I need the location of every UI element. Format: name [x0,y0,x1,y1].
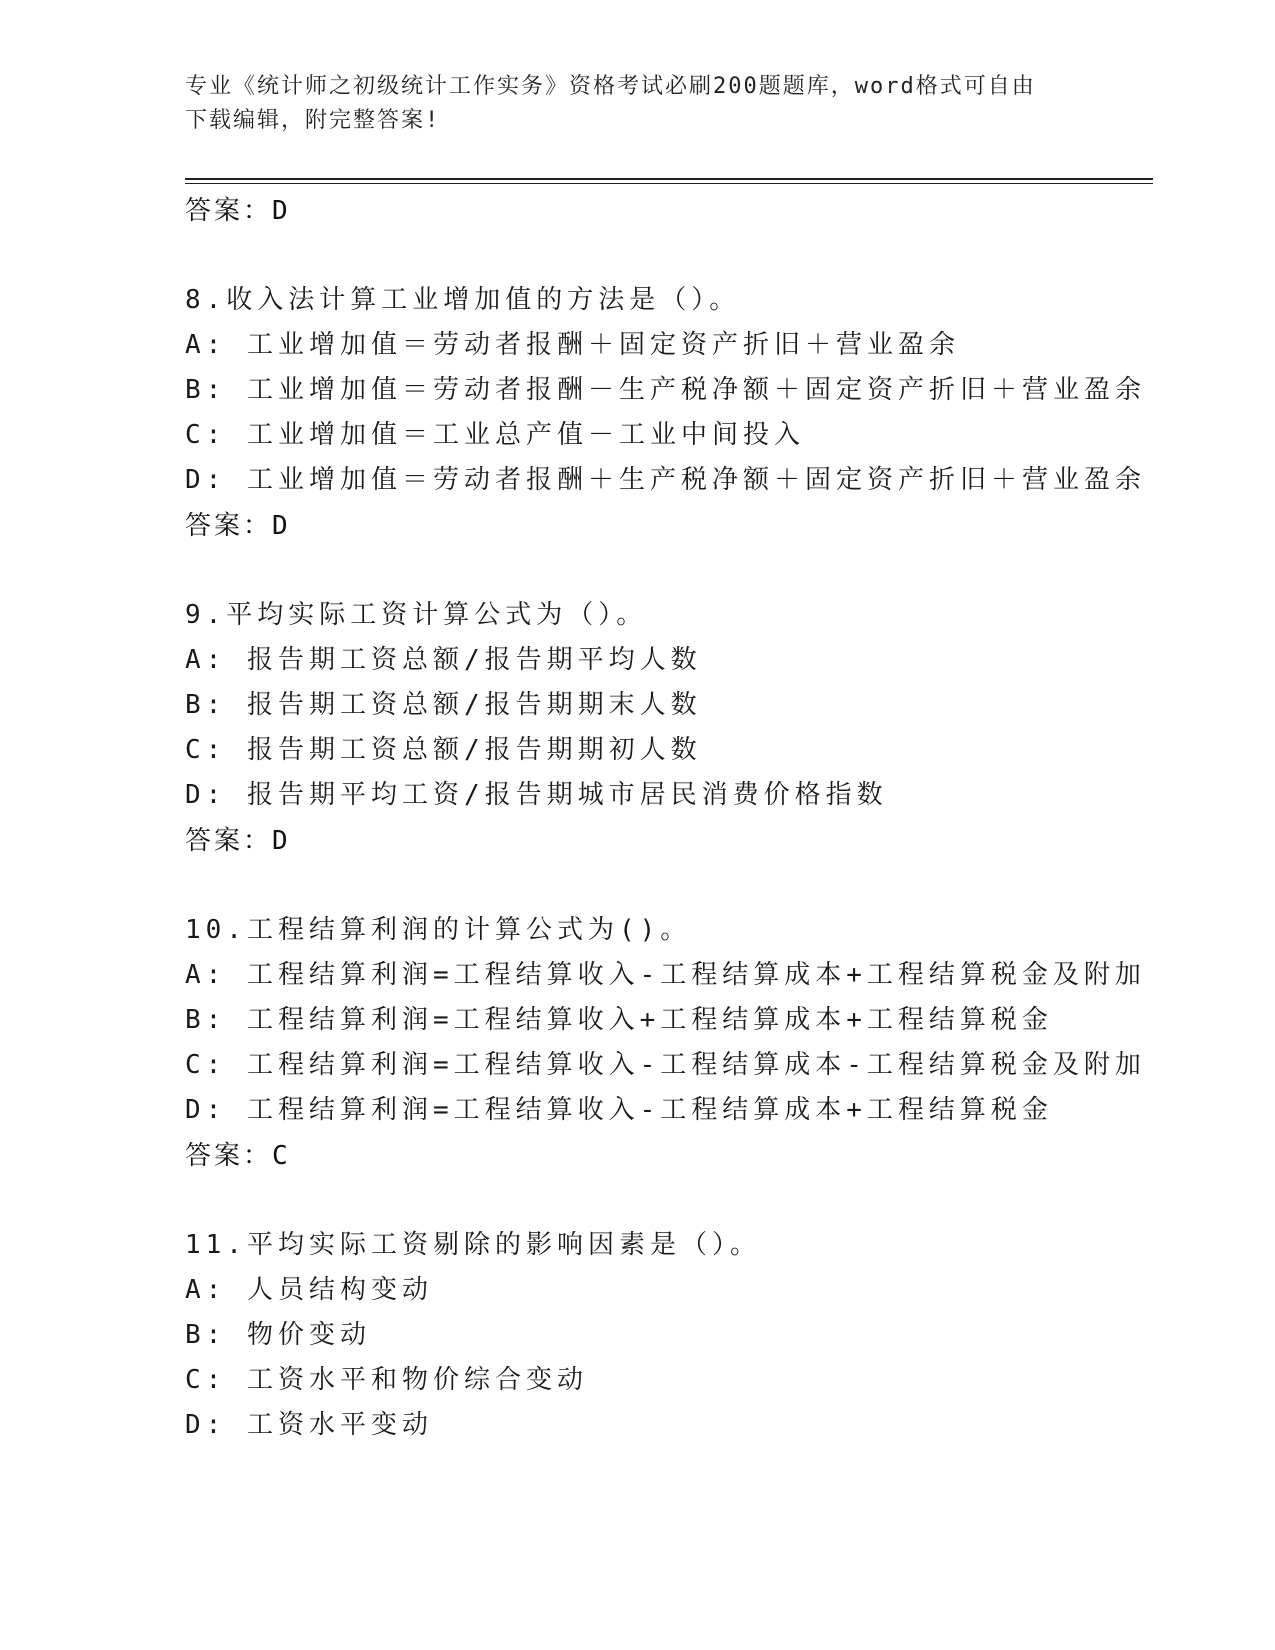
document-header [185,70,1065,138]
header-line-2: 下载编辑，附完整答案! [185,108,441,133]
option-d: D: 工程结算利润=工程结算收入-工程结算成本+工程结算税金 [185,1095,1053,1125]
question-stem: 8.收入法计算工业增加值的方法是（）。 [185,285,741,315]
option-d: D: 工资水平变动 [185,1410,433,1440]
question-10 [185,908,1153,1179]
option-b: B: 工业增加值＝劳动者报酬－生产税净额＋固定资产折旧＋营业盈余 [185,375,1146,405]
option-c: C: 工资水平和物价综合变动 [185,1365,588,1395]
spacer [185,234,1153,278]
option-a: A: 报告期工资总额/报告期平均人数 [185,645,702,675]
question-stem: 10.工程结算利润的计算公式为()。 [185,915,692,945]
option-a: A: 工业增加值＝劳动者报酬＋固定资产折旧＋营业盈余 [185,330,960,360]
header-divider-thin [185,183,1153,184]
question-9 [185,593,1153,864]
option-c: C: 工业增加值＝工业总产值－工业中间投入 [185,420,805,450]
spacer [185,549,1153,593]
answer: 答案：D [185,826,291,856]
option-c: C: 报告期工资总额/报告期期初人数 [185,735,702,765]
header-divider [185,178,1153,180]
header-line-1: 专业《统计师之初级统计工作实务》资格考试必刷200题题库，word格式可自由 [185,74,1036,99]
question-11 [185,1223,1153,1448]
option-d: D: 报告期平均工资/报告期城市居民消费价格指数 [185,780,888,810]
question-stem: 9.平均实际工资计算公式为（）。 [185,600,648,630]
answer: 答案：C [185,1141,291,1171]
option-b: B: 报告期工资总额/报告期期末人数 [185,690,702,720]
spacer [185,1179,1153,1223]
question-8 [185,278,1153,549]
option-b: B: 工程结算利润=工程结算收入+工程结算成本+工程结算税金 [185,1005,1053,1035]
option-a: A: 人员结构变动 [185,1275,433,1305]
option-d: D: 工业增加值＝劳动者报酬＋生产税净额＋固定资产折旧＋营业盈余 [185,465,1146,495]
spacer [185,864,1153,908]
option-c: C: 工程结算利润=工程结算收入-工程结算成本-工程结算税金及附加 [185,1050,1146,1080]
answer: 答案：D [185,511,291,541]
question-stem: 11.平均实际工资剔除的影响因素是（）。 [185,1230,761,1260]
question-list [185,188,1153,1448]
option-b: B: 物价变动 [185,1320,371,1350]
option-a: A: 工程结算利润=工程结算收入-工程结算成本+工程结算税金及附加 [185,960,1146,990]
answer-previous: 答案：D [185,196,291,226]
